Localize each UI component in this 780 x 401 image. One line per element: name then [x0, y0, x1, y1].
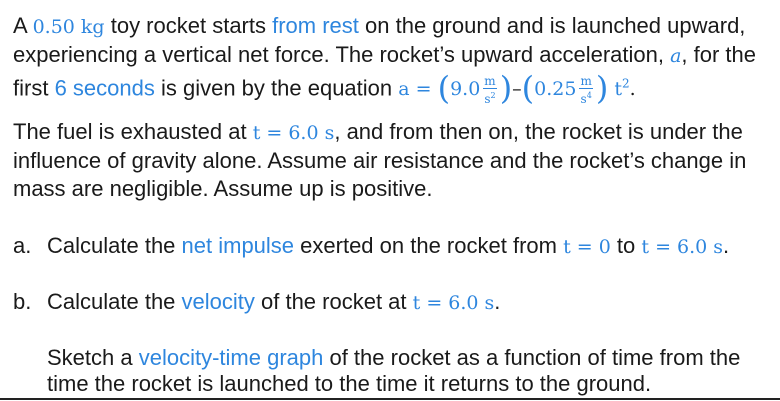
- start-time-expression: t = 0: [563, 236, 611, 258]
- equation-period: .: [629, 78, 636, 101]
- unit-2-numerator: m: [580, 73, 592, 88]
- unit-1-base: s: [484, 91, 491, 106]
- problem-intro: [13, 12, 775, 108]
- intro-text-4: , for the first: [13, 42, 757, 101]
- open-paren-2: (: [521, 69, 535, 108]
- conditions-text-2: , and from then on, the rocket is under the influence of gravity alone. Assume air resistance and the rocket’s change in mass are negligible. Assume up is positive.: [13, 119, 747, 201]
- fuel-time-expression: t = 6.0 s: [252, 122, 335, 144]
- unit-2-power: 4: [586, 90, 592, 100]
- end-time-expression: t = 6.0 s: [641, 236, 724, 258]
- unit-1-numerator: m: [484, 73, 496, 88]
- question-a-text-3: to: [610, 233, 642, 258]
- intro-text-3: on the ground and is launched upward, experiencing a vertical net force. The rocket’s upward acceleration,: [13, 13, 746, 67]
- acceleration-variable: a: [670, 45, 682, 67]
- question-b-text-2: of the rocket at: [254, 289, 413, 314]
- question-c-text-1: Sketch a: [47, 345, 139, 370]
- equation-coef-1: 9.0: [450, 78, 481, 101]
- question-c-text-2: of the rocket as a function of time from the time the rocket is launched to the time it returns to the ground.: [47, 345, 741, 396]
- close-paren-1: ): [499, 69, 513, 108]
- question-a: [13, 233, 775, 260]
- acceleration-equation: [398, 69, 636, 108]
- six-seconds-highlight: 6 seconds: [54, 75, 155, 101]
- close-paren-2: ): [595, 69, 609, 108]
- bottom-divider: [0, 398, 780, 400]
- equation-t: t: [614, 78, 623, 101]
- question-c-label: [13, 345, 47, 371]
- equation-minus: –: [512, 78, 522, 101]
- mass-value: 0.50 kg: [32, 16, 105, 38]
- net-impulse-highlight: net impulse: [181, 233, 295, 258]
- open-paren-1: (: [437, 69, 451, 108]
- problem-conditions: [13, 118, 775, 203]
- intro-text-1: A: [13, 13, 33, 38]
- velocity-time-graph-highlight: velocity-time graph: [138, 345, 324, 370]
- question-a-label: a.: [13, 233, 32, 258]
- question-b-text-1: Calculate the: [47, 289, 182, 314]
- intro-text-2: toy rocket starts: [104, 13, 273, 38]
- equation-coef-2: 0.25: [534, 78, 577, 101]
- unit-1-denominator: [484, 89, 495, 105]
- question-b: [13, 289, 775, 316]
- question-c: [13, 345, 775, 397]
- from-rest-highlight: from rest: [272, 13, 359, 38]
- unit-fraction-1: [483, 73, 496, 106]
- question-b-text-3: .: [494, 289, 501, 314]
- velocity-highlight: velocity: [181, 289, 255, 314]
- unit-2-base: s: [580, 91, 587, 106]
- equation-lhs: a =: [398, 78, 432, 101]
- unit-fraction-2: [579, 73, 592, 106]
- intro-text-5: is given by the equation: [154, 75, 399, 101]
- question-b-label: b.: [13, 289, 32, 314]
- conditions-text-1: The fuel is exhausted at: [13, 119, 253, 144]
- unit-1-power: 2: [490, 90, 496, 100]
- unit-2-denominator: [581, 89, 592, 105]
- question-a-text-1: Calculate the: [47, 233, 182, 258]
- velocity-time-expression: t = 6.0 s: [412, 292, 495, 314]
- equation-t-power: 2: [622, 77, 630, 91]
- question-a-text-4: .: [723, 233, 730, 258]
- question-a-text-2: exerted on the rocket from: [294, 233, 564, 258]
